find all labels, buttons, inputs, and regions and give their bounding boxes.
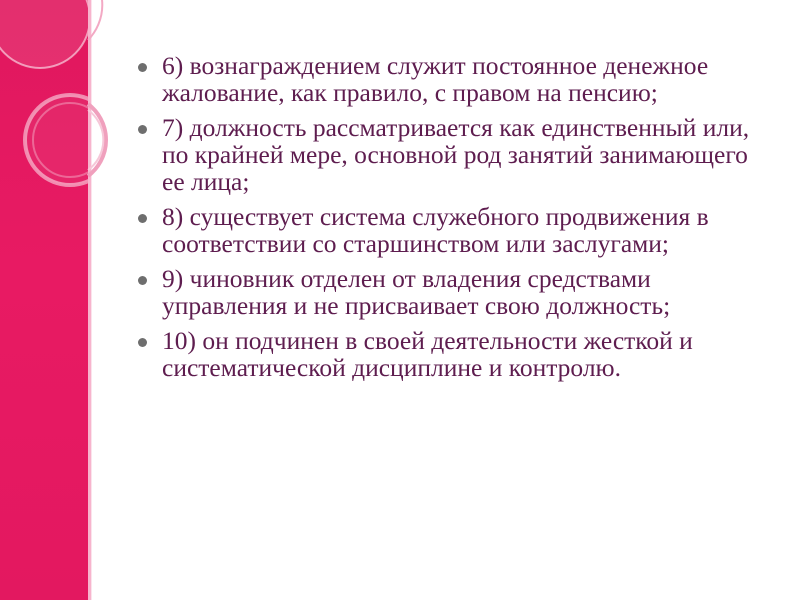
bullet-icon — [138, 63, 147, 72]
list-item — [134, 327, 764, 381]
decorative-arcs — [0, 0, 130, 200]
bullet-icon — [138, 338, 147, 347]
bullet-text: 10) он подчинен в своей деятельности жесткой и систематической дисциплине и контролю. — [162, 326, 693, 382]
bullet-list — [134, 52, 764, 381]
bullet-icon — [138, 125, 147, 134]
bullet-text: 6) вознаграждением служит постоянное денежное жалование, как правило, с правом на пенсию; — [162, 51, 709, 107]
bullet-icon — [138, 276, 147, 285]
bullet-text: 8) существует система служебного продвижения в соответствии со старшинством или заслугами; — [162, 202, 709, 258]
list-item — [134, 203, 764, 257]
list-item — [134, 265, 764, 319]
bullet-text: 9) чиновник отделен от владения средствами управления и не присваивает свою должность; — [162, 264, 671, 320]
list-item — [134, 52, 764, 106]
slide-content — [134, 52, 764, 389]
bullet-icon — [138, 214, 147, 223]
list-item — [134, 114, 764, 195]
bullet-text: 7) должность рассматривается как единственный или, по крайней мере, основной род занятий занимающего ее лица; — [162, 113, 750, 196]
